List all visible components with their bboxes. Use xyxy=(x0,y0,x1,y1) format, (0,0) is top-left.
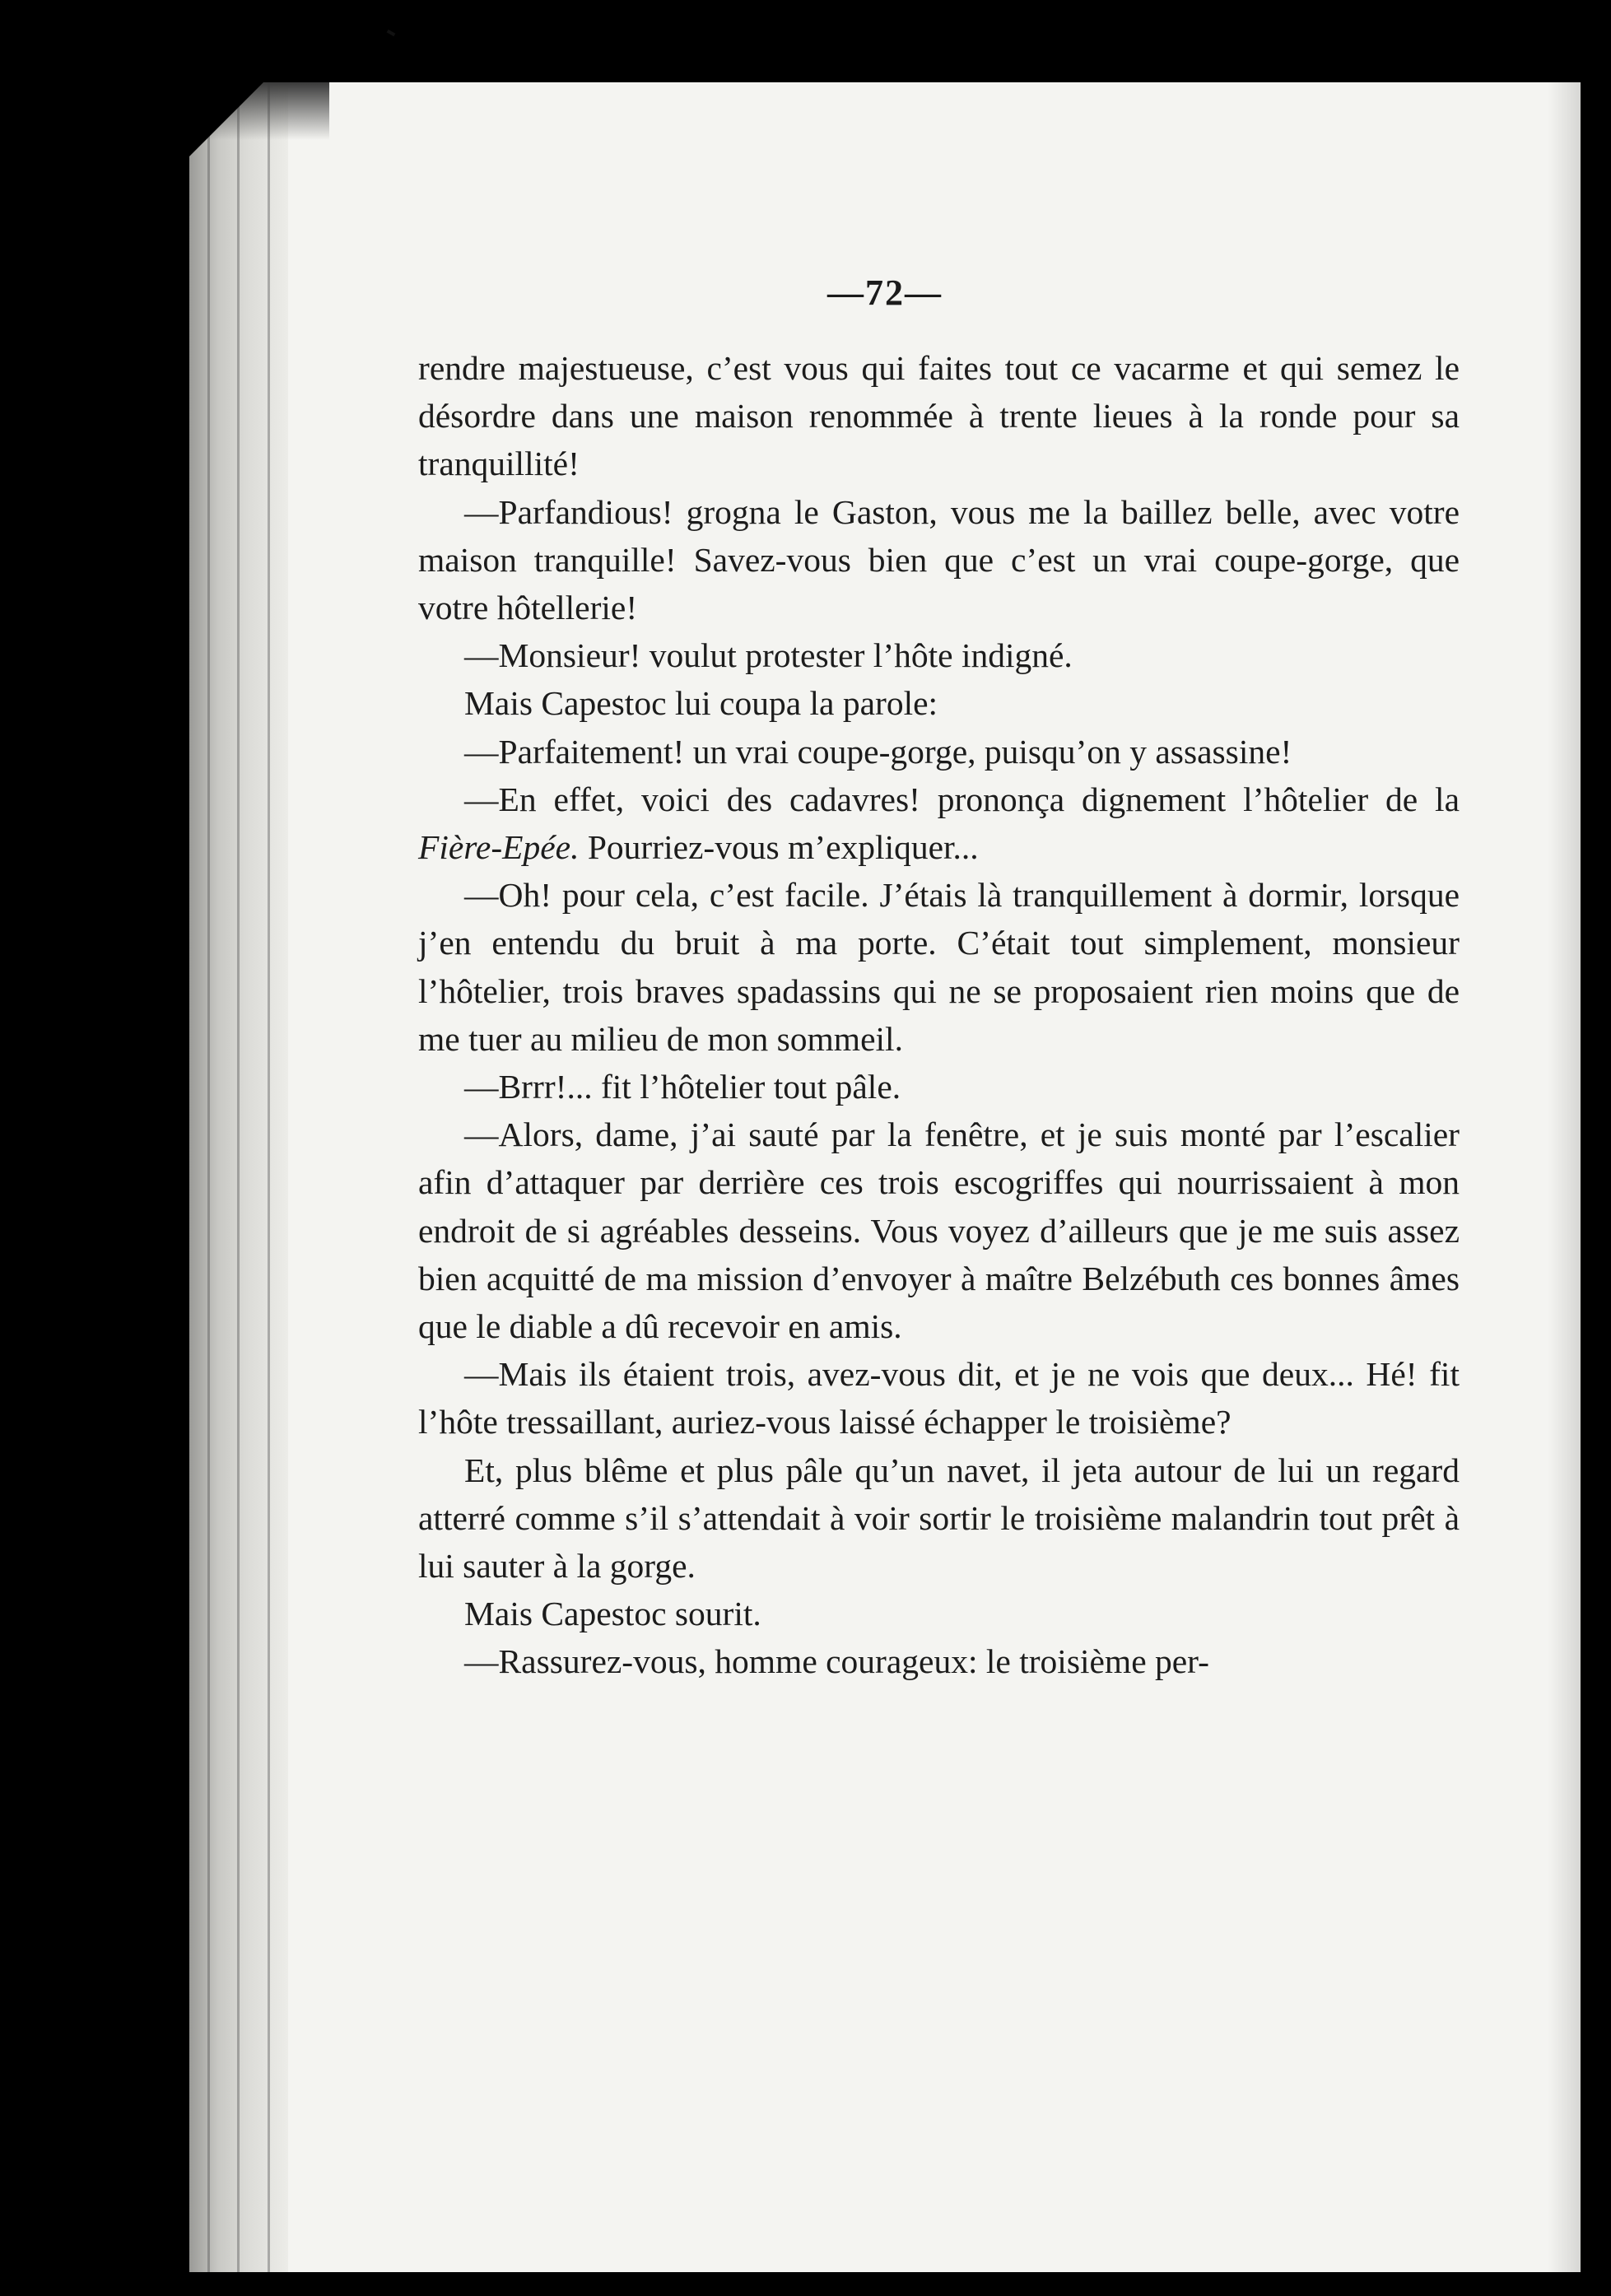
book-page xyxy=(189,82,1581,2272)
paragraph: —Mais ils étaient trois, avez-vous dit, et je ne vois que deux... Hé! fit l’hôte tressaillant, auriez-vous laissé échapper le troisième? xyxy=(418,1355,1460,1441)
paragraph-text: Pourriez-vous m’expliquer... xyxy=(579,828,979,867)
spine-line xyxy=(268,82,270,2272)
paragraph: —Parfaitement! un vrai coupe-gorge, puisqu’on y assassine! xyxy=(464,732,1292,771)
paragraph: rendre majestueuse, c’est vous qui faites tout ce vacarme et qui semez le désordre dans une maison renommée à trente lieues à la ronde pour sa tranquillité! xyxy=(418,349,1460,483)
paragraph: Mais Capestoc sourit. xyxy=(464,1595,761,1633)
spine-line xyxy=(237,82,240,2272)
paragraph: Et, plus blême et plus pâle qu’un navet, il jeta autour de lui un regard atterré comme s’il s’attendait à voir sortir le troisième malandrin tout prêt à lui sauter à la gorge. xyxy=(418,1451,1460,1586)
paragraph: —Rassurez-vous, homme courageux: le troisième per- xyxy=(464,1642,1209,1681)
page-text xyxy=(418,344,1460,1686)
paragraph: Mais Capestoc lui coupa la parole: xyxy=(464,684,938,723)
paragraph: —Brrr!... fit l’hôtelier tout pâle. xyxy=(464,1068,901,1106)
page-spine-shadow xyxy=(189,82,288,2272)
paragraph: —Parfandious! grogna le Gaston, vous me la baillez belle, avec votre maison tranquille! Savez-vous bien que c’est un vrai coupe-gorge, que votre hôtellerie! xyxy=(418,492,1460,627)
page-corner-fold xyxy=(189,82,263,156)
scan-speck xyxy=(387,30,396,36)
paragraph: —Oh! pour cela, c’est facile. J’étais là tranquillement à dormir, lorsque j’en entendu du bruit à ma porte. C’était tout simplement, monsieur l’hôtelier, trois braves spadassins qui ne se proposaient rien moins que de me tuer au milieu de mon sommeil. xyxy=(418,876,1460,1058)
paragraph-text: —En effet, voici des cadavres! prononça dignement l’hôtelier de la xyxy=(464,780,1460,818)
paragraph: —Alors, dame, j’ai sauté par la fenêtre, et je suis monté par l’escalier afin d’attaquer par derrière ces trois escogriffes qui nourrissaient à mon endroit de si agréables desseins. Vous voyez d’ailleurs que je me suis assez bien acquitté de ma mission d’envoyer à maître Belzébuth ces bonnes âmes que le diable a dû recevoir en amis. xyxy=(418,1115,1460,1346)
spine-line xyxy=(207,82,210,2272)
page-number: —72— xyxy=(827,272,943,313)
page-edge-shade xyxy=(1548,82,1581,2272)
paragraph: —Monsieur! voulut protester l’hôte indigné. xyxy=(464,636,1073,675)
inn-name: Fière-Epée. xyxy=(418,828,580,867)
paragraph xyxy=(418,775,1460,871)
